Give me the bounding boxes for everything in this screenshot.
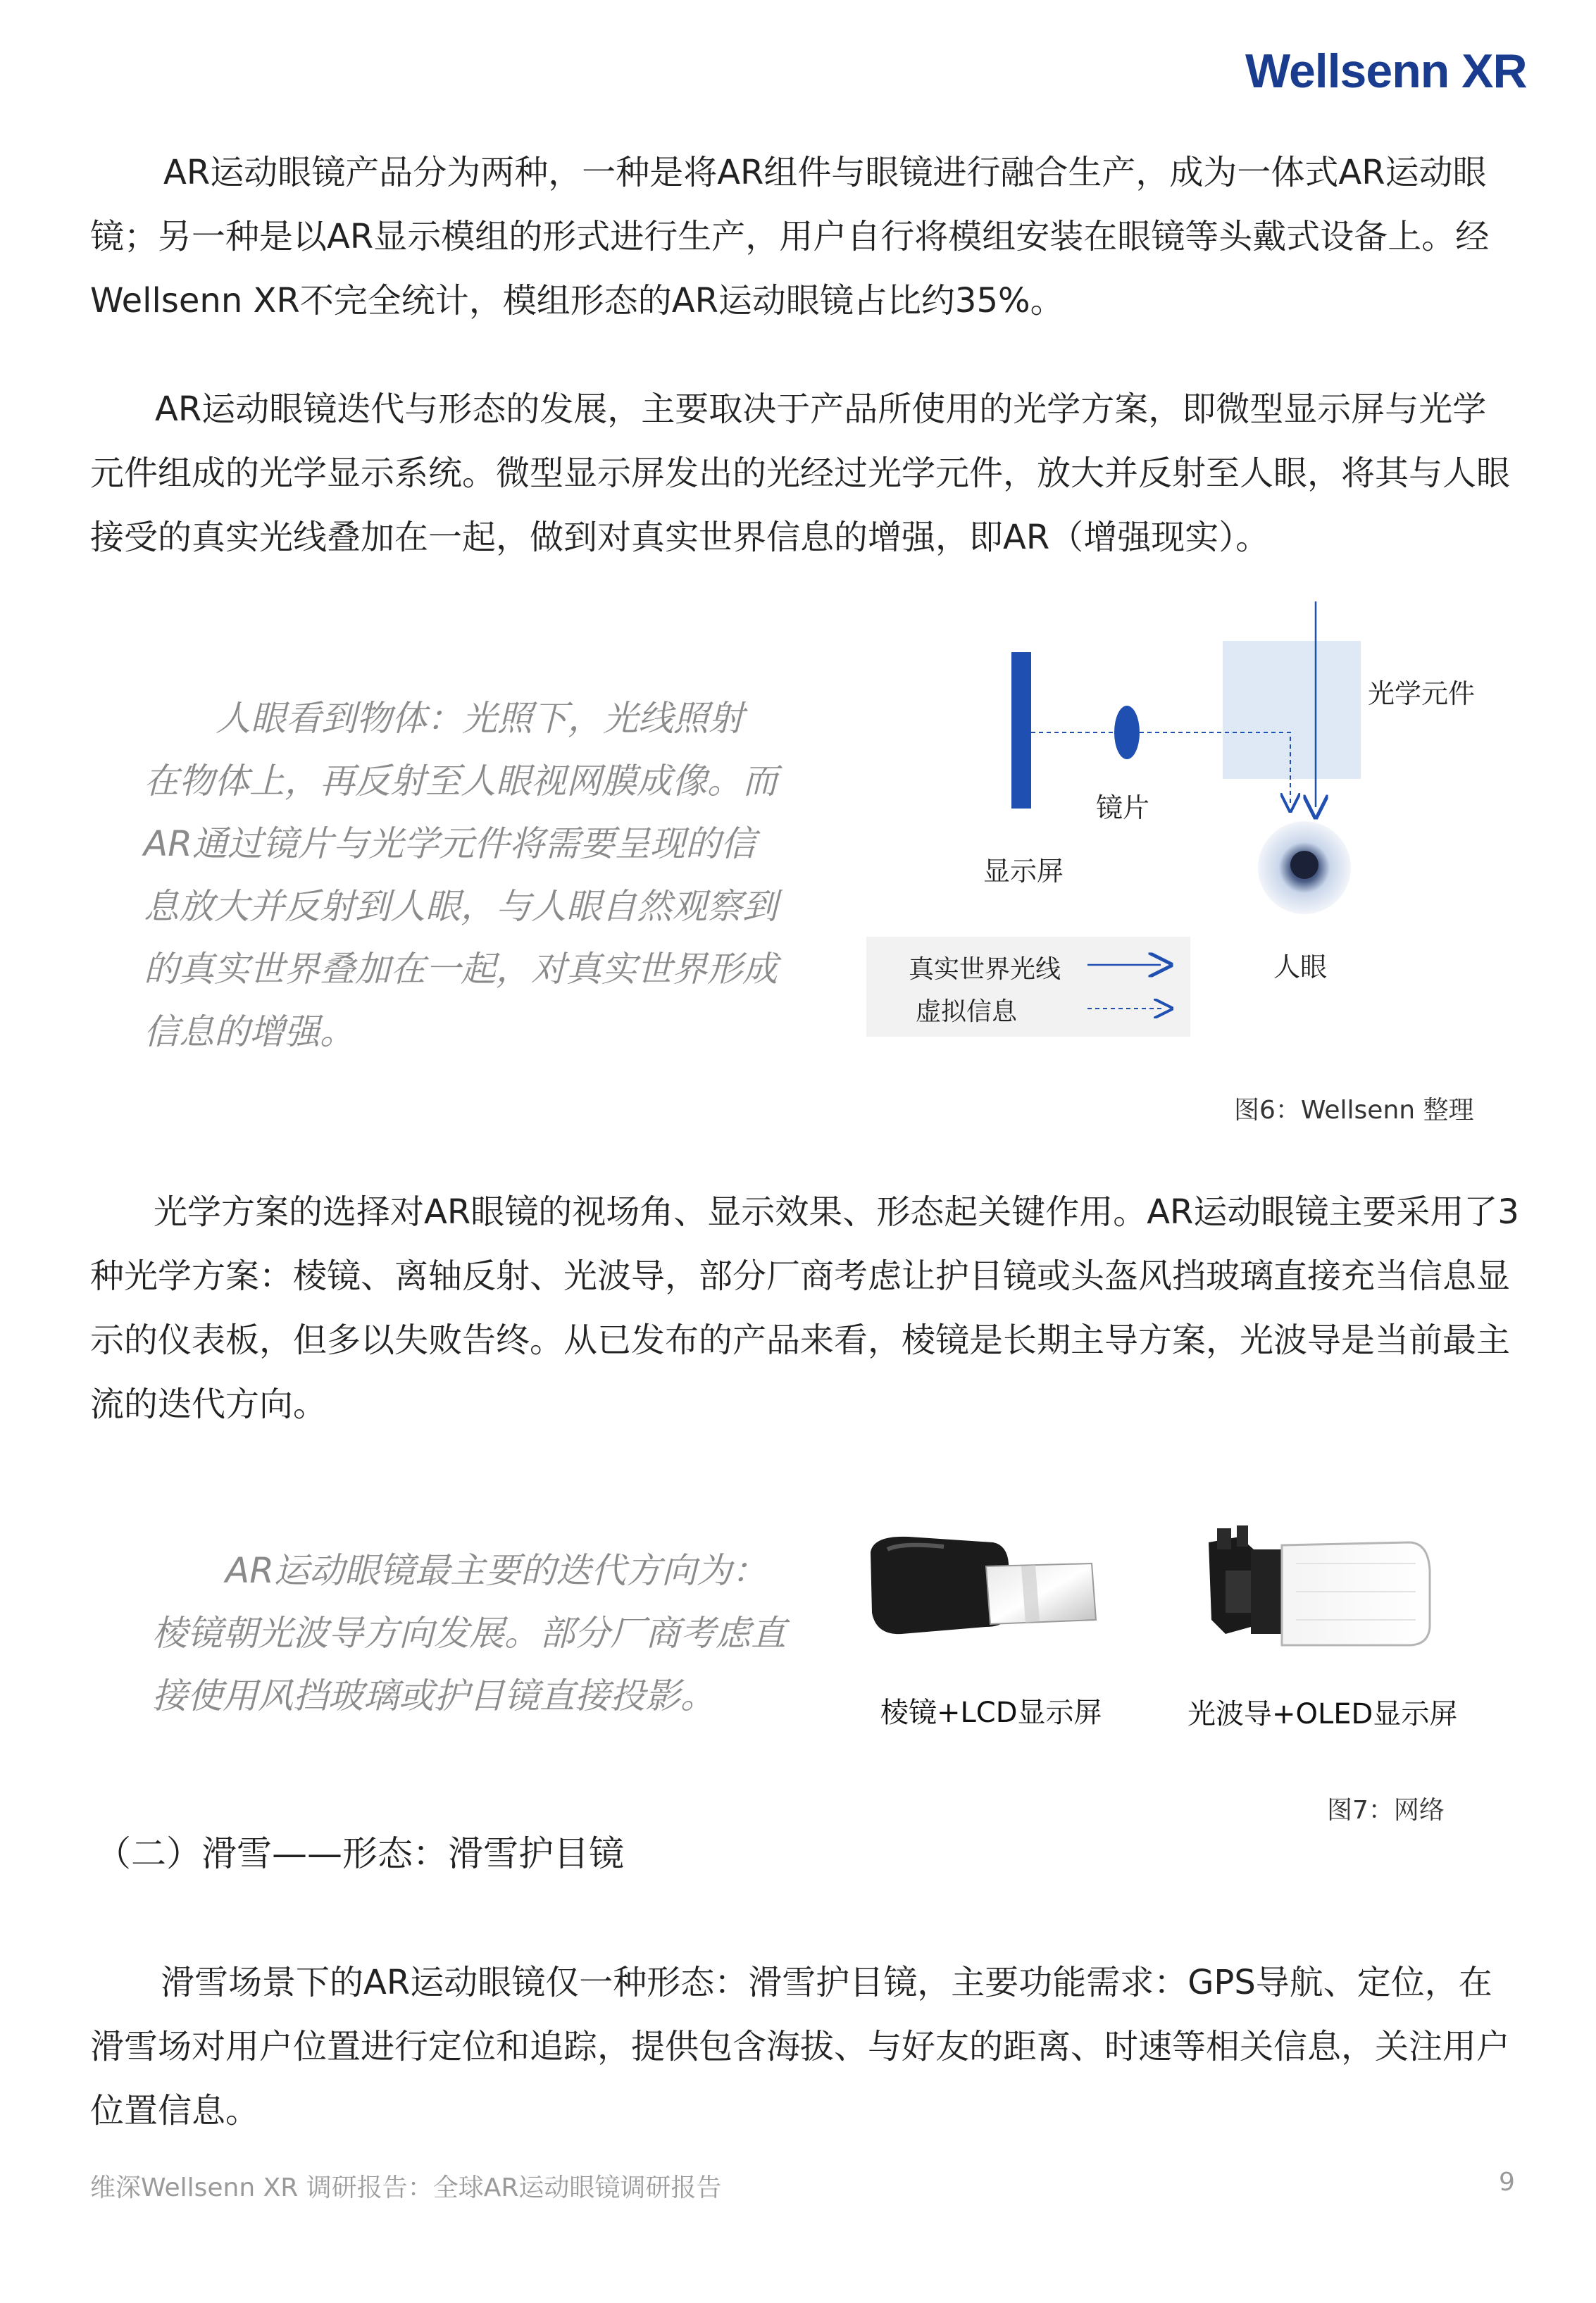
footer-report-title: 维深Wellsenn XR 调研报告：全球AR运动眼镜调研报告 — [90, 2173, 722, 2202]
quote-optical-principle — [144, 687, 848, 1063]
label-display: 显示屏 — [983, 856, 1064, 887]
figure7-caption: 图7：网络 — [1327, 1796, 1445, 1825]
wellsenn-logo — [1245, 44, 1541, 100]
page-number: 9 — [1499, 2168, 1515, 2197]
quote-line: AR通过镜片与光学元件将需要呈现的信 — [144, 823, 756, 864]
label-optical-element: 光学元件 — [1368, 678, 1476, 709]
quote-iteration-direction — [152, 1540, 828, 1728]
logo-text: Wellsenn XR — [1245, 44, 1527, 98]
quote-line: 在物体上，再反射至人眼视网膜成像。而 — [144, 761, 778, 801]
optical-element-box — [1223, 641, 1361, 779]
label-eye: 人眼 — [1273, 951, 1328, 982]
quote-line: 接使用风挡玻璃或护目镜直接投影。 — [152, 1675, 716, 1716]
paragraph-4: 滑雪场景下的AR运动眼镜仅一种形态：滑雪护目镜，主要功能需求：GPS导航、定位，在滑雪场对用户位置进行定位和追踪，提供包含海拔、与好友的距离、时速等相关信息，关注用户位置信息。 — [90, 1963, 1511, 2130]
product-prism-lcd-label: 棱镜+LCD显示屏 — [880, 1697, 1102, 1729]
figure-optical-diagram — [859, 592, 1507, 1127]
legend-real-label: 真实世界光线 — [909, 955, 1061, 984]
paragraph-2: AR运动眼镜迭代与形态的发展，主要取决于产品所使用的光学方案，即微型显示屏与光学元件组成的光学显示系统。微型显示屏发出的光经过光学元件，放大并反射至人眼，将其与人眼接受的真实光线叠加在一起，做到对真实世界信息的增强，即AR（增强现实）。 — [90, 389, 1511, 557]
paragraph-1: AR运动眼镜产品分为两种，一种是将AR组件与眼镜进行融合生产，成为一体式AR运动眼镜；另一种是以AR显示模组的形式进行生产，用户自行将模组安装在眼镜等头戴式设备上。经Wellsenn XR不完全统计，模组形态的AR运动眼镜占比约35%。 — [90, 153, 1490, 320]
product-waveguide-oled-image — [1209, 1525, 1430, 1645]
figure6-caption: 图6：Wellsenn 整理 — [1234, 1096, 1474, 1125]
section-title-skiing: （二）滑雪——形态：滑雪护目镜 — [96, 1833, 624, 1874]
label-lens: 镜片 — [1096, 792, 1150, 823]
quote-line: 人眼看到物体：光照下，光线照射 — [216, 698, 744, 739]
paragraph-3: 光学方案的选择对AR眼镜的视场角、显示效果、形态起关键作用。AR运动眼镜主要采用了3种光学方案：棱镜、离轴反射、光波导，部分厂商考虑让护目镜或头盔风挡玻璃直接充当信息显示的仪表板，但多以失败告终。从已发布的产品来看，棱镜是长期主导方案，光波导是当前最主流的迭代方向。 — [90, 1192, 1519, 1424]
figure-products — [859, 1521, 1507, 1831]
quote-line: AR运动眼镜最主要的迭代方向为： — [225, 1550, 767, 1591]
legend-virtual-label: 虚拟信息 — [916, 997, 1018, 1026]
quote-line: 信息的增强。 — [144, 1011, 355, 1052]
quote-line: 的真实世界叠加在一起，对真实世界形成 — [144, 949, 778, 990]
product-waveguide-oled-label: 光波导+OLED显示屏 — [1187, 1698, 1458, 1730]
quote-line: 息放大并反射到人眼，与人眼自然观察到 — [144, 886, 778, 927]
quote-line: 棱镜朝光波导方向发展。部分厂商考虑直 — [152, 1613, 786, 1654]
products-svg — [859, 1521, 1507, 1662]
product-prism-lcd-image — [871, 1537, 1096, 1634]
display-bar — [1011, 652, 1031, 809]
